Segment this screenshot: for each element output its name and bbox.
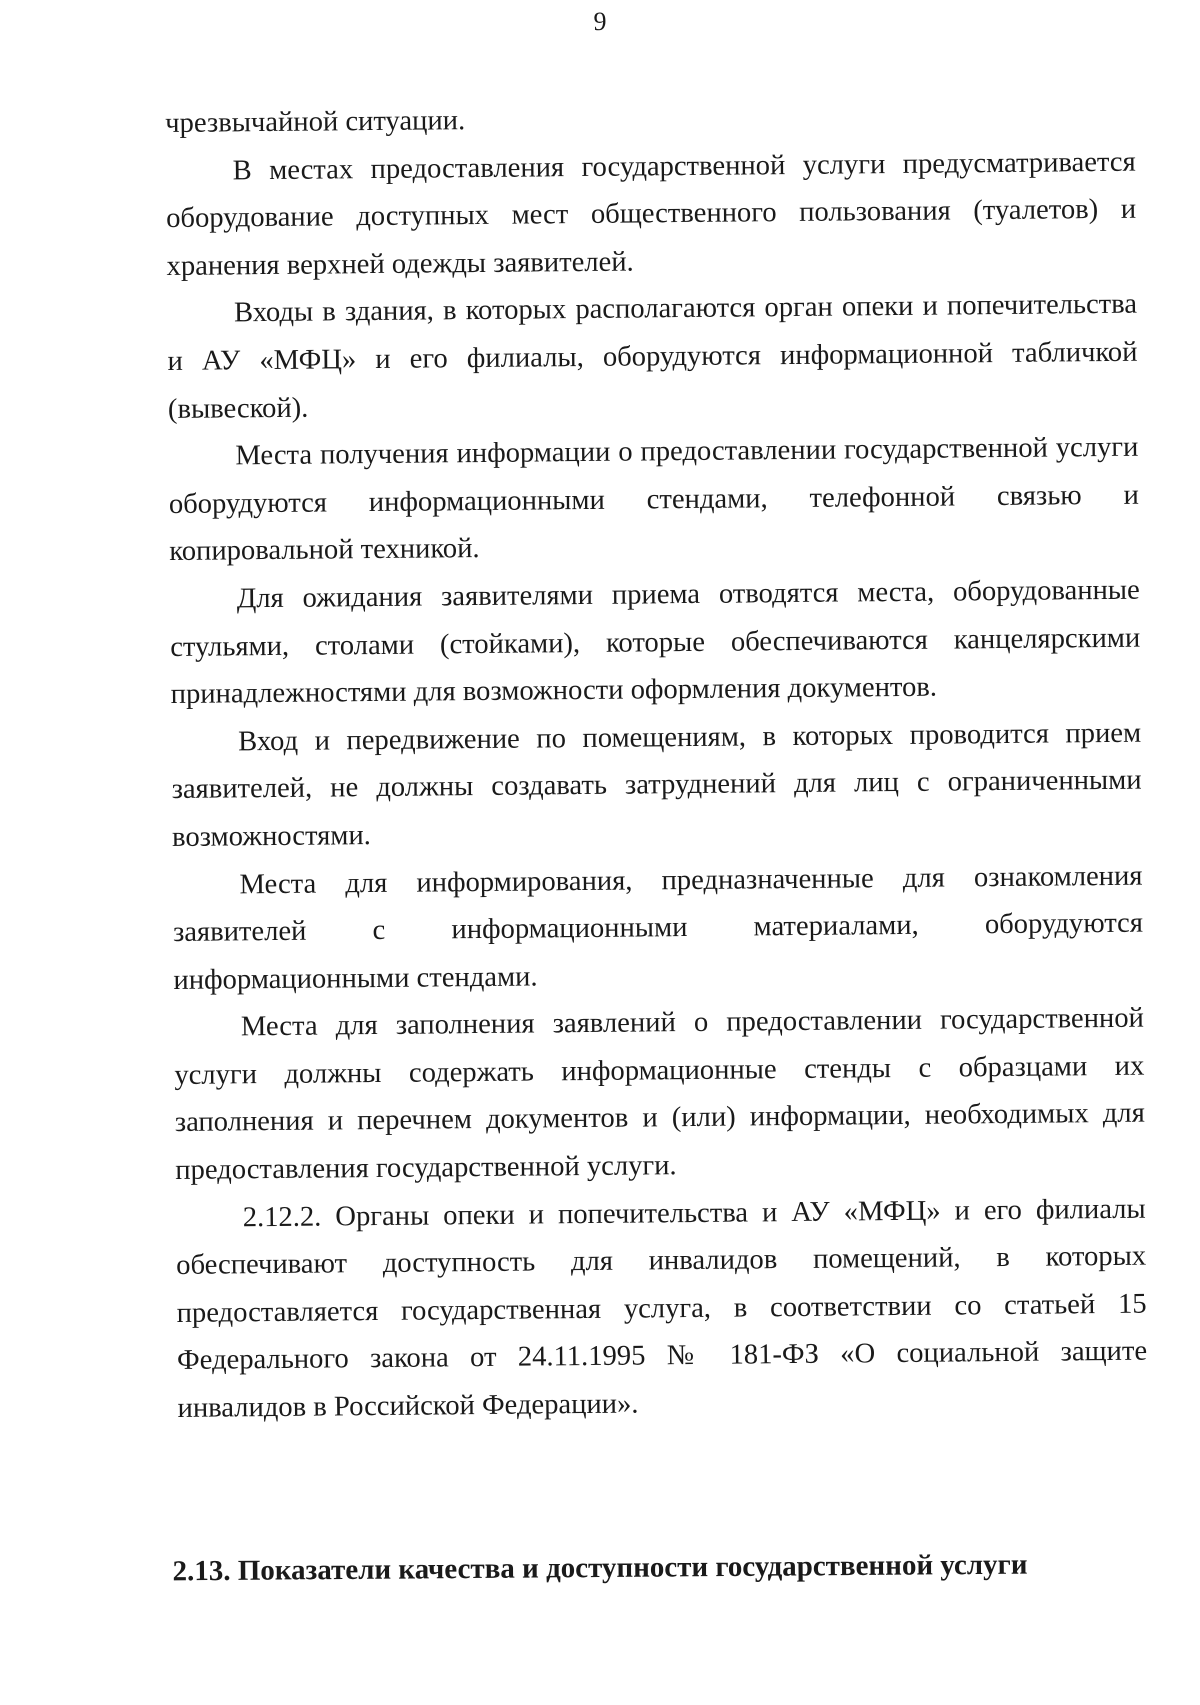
paragraph-waiting-places: Для ожидания заявителями приема отводятся места, оборудованные стульями, столами (стойками), которые обеспечиваются канцелярскими принадлежностями для возможности оформления документов. [170,574,1141,711]
paragraph-facilities: В местах предоставления государственной услуги предусматривается оборудование доступных мест общественного пользования (туалетов) и хранения верхней одежды заявителей. [165,146,1137,282]
page-number: 9 [593,7,607,36]
paragraph-informing-places: Места для информирования, предназначенные для ознакомления заявителей с информационными материалами, оборудуются информационными стендами. [172,860,1144,996]
paragraph-information-places: Места получения информации о предоставлении государственной услуги оборудуются информационными стендами, телефонной связью и копировальной техникой. [168,431,1139,568]
paragraph-application-places: Места для заполнения заявлений о предоставлении государственной услуги должны содержать информационные стенды с образцами их заполнения и перечнем документов и (или) информации, необходимых для предоставления государственной услуги. [174,1002,1145,1187]
paragraph-building-entrances: Входы в здания, в которых располагаются орган опеки и попечительства и АУ «МФЦ» и его филиалы, оборудуются информационной табличкой (вывеской). [167,289,1138,425]
paragraph-continuation: чрезвычайной ситуации. [165,105,466,139]
paragraph-accessibility: Вход и передвижение по помещениям, в которых проводится прием заявителей, не должны создавать затруднений для лиц с ограниченными возможностями. [171,717,1142,853]
paragraph-2-12-2: 2.12.2. Органы опеки и попечительства и АУ «МФЦ» и его филиалы обеспечивают доступность для инвалидов помещений, в которых предоставляется государственная услуга, в соответствии со статьей 15 Федерального закона от 24.11.1995 № 181-ФЗ «О социальной защите инвалидов в Российской Федерации». [176,1193,1148,1424]
section-heading: 2.13. Показатели качества и доступности государственной услуги [172,1548,1028,1588]
body-text [165,91,1148,1433]
